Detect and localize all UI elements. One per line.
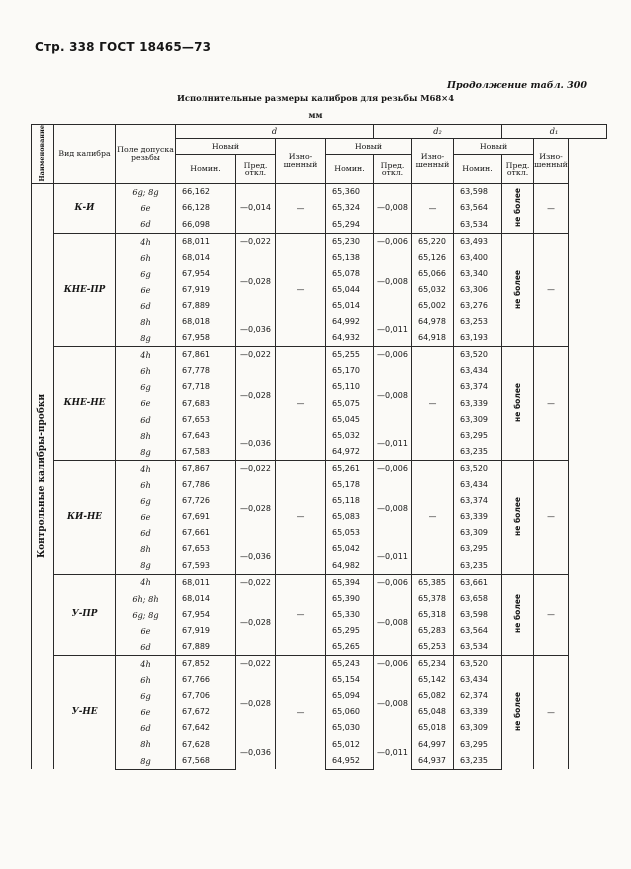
header-d-nomin: Номин. xyxy=(176,155,236,184)
table-row xyxy=(32,184,607,201)
d-nominal: 67,726 xyxy=(176,493,236,509)
gauge-type: У-ПР xyxy=(54,574,116,655)
d1-nominal: 63,661 xyxy=(454,574,502,591)
d-nominal: 66,128 xyxy=(176,200,236,216)
tolerance-field: 6g xyxy=(116,266,176,282)
header-d2-izn: Изно- шенный xyxy=(412,139,454,184)
d2-nominal: 65,014 xyxy=(326,298,374,314)
d-deviation: —0,028 xyxy=(236,591,276,656)
tolerance-field: 6g; 8g xyxy=(116,607,176,623)
d1-nominal: 63,400 xyxy=(454,250,502,266)
d2-worn-value: 65,220 xyxy=(412,233,454,250)
d2-deviation: —0,006 xyxy=(374,233,412,250)
tolerance-field: 8g xyxy=(116,557,176,574)
d1-deviation: не более xyxy=(502,656,534,770)
d1-nominal: 63,598 xyxy=(454,184,502,201)
d1-nominal: 63,658 xyxy=(454,591,502,607)
d2-nominal: 64,972 xyxy=(326,444,374,461)
d2-worn-value: 64,937 xyxy=(412,753,454,770)
d-deviation: —0,014 xyxy=(236,184,276,233)
header-d2-nomin: Номин. xyxy=(326,155,374,184)
unit-label: мм xyxy=(308,110,323,120)
gauge-type: У-НЕ xyxy=(54,656,116,770)
d-deviation: —0,022 xyxy=(236,233,276,250)
d2-nominal: 65,078 xyxy=(326,266,374,282)
d2-deviation: —0,006 xyxy=(374,460,412,477)
header-d2-noviy: Новый xyxy=(326,139,412,155)
d-nominal: 68,011 xyxy=(176,574,236,591)
d2-worn-value: 65,283 xyxy=(412,623,454,639)
gauge-type: КНЕ-ПР xyxy=(54,233,116,347)
d1-worn: — xyxy=(534,574,569,655)
tolerance-field: 4h xyxy=(116,460,176,477)
d1-nominal: 63,193 xyxy=(454,330,502,347)
gauge-type: К-И xyxy=(54,184,116,233)
tolerance-field: 8h xyxy=(116,541,176,557)
d-nominal: 66,162 xyxy=(176,184,236,201)
d2-worn: — xyxy=(412,460,454,574)
d2-worn-value: 64,918 xyxy=(412,330,454,347)
d-nominal: 67,643 xyxy=(176,428,236,444)
d-nominal: 67,653 xyxy=(176,412,236,428)
tolerance-field: 6h xyxy=(116,250,176,266)
tolerance-field: 8g xyxy=(116,330,176,347)
d-deviation: —0,022 xyxy=(236,460,276,477)
d2-deviation: —0,008 xyxy=(374,477,412,541)
d1-nominal: 63,295 xyxy=(454,541,502,557)
continuation-note: Продолжение табл. 300 xyxy=(447,80,587,91)
d2-worn: — xyxy=(412,184,454,233)
d-nominal: 68,011 xyxy=(176,233,236,250)
d2-nominal: 64,932 xyxy=(326,330,374,347)
d-nominal: 68,018 xyxy=(176,314,236,330)
d2-nominal: 65,230 xyxy=(326,233,374,250)
d2-nominal: 65,045 xyxy=(326,412,374,428)
d-nominal: 67,653 xyxy=(176,541,236,557)
d1-nominal: 63,520 xyxy=(454,656,502,673)
d1-nominal: 63,306 xyxy=(454,282,502,298)
d1-nominal: 63,309 xyxy=(454,412,502,428)
table-row xyxy=(32,347,607,364)
d1-nominal: 63,493 xyxy=(454,233,502,250)
d2-nominal: 65,294 xyxy=(326,216,374,233)
d2-nominal: 65,265 xyxy=(326,639,374,656)
d2-nominal: 65,324 xyxy=(326,200,374,216)
gauge-type: КНЕ-НЕ xyxy=(54,347,116,461)
d2-nominal: 65,053 xyxy=(326,525,374,541)
d2-worn: — xyxy=(412,347,454,461)
d-nominal: 68,014 xyxy=(176,591,236,607)
tolerance-field: 6e xyxy=(116,282,176,298)
header-d1: d₁ xyxy=(502,125,607,139)
d1-nominal: 63,235 xyxy=(454,753,502,770)
d-deviation: —0,022 xyxy=(236,656,276,673)
d-nominal: 67,919 xyxy=(176,282,236,298)
tolerance-field: 6g xyxy=(116,493,176,509)
d1-nominal: 62,374 xyxy=(454,688,502,704)
tolerance-field: 6d xyxy=(116,525,176,541)
tolerance-field: 6h; 8h xyxy=(116,591,176,607)
d-nominal: 67,889 xyxy=(176,298,236,314)
tolerance-field: 4h xyxy=(116,574,176,591)
d2-nominal: 65,330 xyxy=(326,607,374,623)
tolerance-field: 8h xyxy=(116,428,176,444)
d-worn: — xyxy=(276,347,326,461)
d1-nominal: 63,564 xyxy=(454,200,502,216)
d2-worn-value: 65,253 xyxy=(412,639,454,656)
d-nominal: 67,786 xyxy=(176,477,236,493)
tolerance-field: 6e xyxy=(116,509,176,525)
d-worn: — xyxy=(276,184,326,233)
header-naimenovanie: Наименование xyxy=(32,125,54,184)
table-caption: Исполнительные размеры калибров для резьбы М68×4 xyxy=(176,93,455,103)
d1-nominal: 63,520 xyxy=(454,347,502,364)
d-deviation: —0,036 xyxy=(236,428,276,461)
d-nominal: 68,014 xyxy=(176,250,236,266)
d1-nominal: 63,434 xyxy=(454,477,502,493)
d2-deviation: —0,006 xyxy=(374,656,412,673)
d2-nominal: 65,255 xyxy=(326,347,374,364)
d2-nominal: 65,042 xyxy=(326,541,374,557)
d2-nominal: 65,110 xyxy=(326,379,374,395)
header-d1-pred: Пред. откл. xyxy=(502,155,534,184)
d1-deviation: не более xyxy=(502,574,534,655)
d2-deviation: —0,006 xyxy=(374,347,412,364)
d2-worn-value: 65,126 xyxy=(412,250,454,266)
d2-deviation: —0,008 xyxy=(374,591,412,656)
d-nominal: 67,958 xyxy=(176,330,236,347)
tolerance-field: 6g xyxy=(116,688,176,704)
tolerance-field: 6h xyxy=(116,672,176,688)
d2-worn-value: 65,066 xyxy=(412,266,454,282)
d2-deviation: —0,008 xyxy=(374,363,412,427)
tolerance-field: 6e xyxy=(116,396,176,412)
d2-worn-value: 65,018 xyxy=(412,720,454,736)
tolerance-field: 4h xyxy=(116,233,176,250)
d-worn: — xyxy=(276,574,326,655)
tolerance-field: 4h xyxy=(116,347,176,364)
tolerance-field: 8h xyxy=(116,736,176,752)
d2-nominal: 65,394 xyxy=(326,574,374,591)
d-nominal: 67,766 xyxy=(176,672,236,688)
d2-nominal: 65,094 xyxy=(326,688,374,704)
d-nominal: 67,583 xyxy=(176,444,236,461)
d2-deviation: —0,006 xyxy=(374,574,412,591)
header-d2: d₂ xyxy=(374,125,502,139)
d-nominal: 67,867 xyxy=(176,460,236,477)
d2-worn-value: 64,978 xyxy=(412,314,454,330)
d1-worn: — xyxy=(534,460,569,574)
table-row xyxy=(32,233,607,250)
d1-nominal: 63,339 xyxy=(454,396,502,412)
tolerance-field: 6h xyxy=(116,477,176,493)
d1-nominal: 63,340 xyxy=(454,266,502,282)
d-nominal: 67,706 xyxy=(176,688,236,704)
d2-worn-value: 65,318 xyxy=(412,607,454,623)
d1-nominal: 63,520 xyxy=(454,460,502,477)
d2-deviation: —0,008 xyxy=(374,250,412,314)
d-worn: — xyxy=(276,460,326,574)
header-d-noviy: Новый xyxy=(176,139,276,155)
d2-nominal: 65,032 xyxy=(326,428,374,444)
d-nominal: 66,098 xyxy=(176,216,236,233)
d-worn: — xyxy=(276,233,326,347)
d-nominal: 67,852 xyxy=(176,656,236,673)
d2-nominal: 65,138 xyxy=(326,250,374,266)
tolerance-field: 6h xyxy=(116,363,176,379)
tolerance-field: 6e xyxy=(116,200,176,216)
header-d1-noviy: Новый xyxy=(454,139,534,155)
d1-nominal: 63,534 xyxy=(454,216,502,233)
d2-nominal: 65,118 xyxy=(326,493,374,509)
d2-nominal: 65,075 xyxy=(326,396,374,412)
header-vid-kalibra: Вид калибра xyxy=(54,125,116,184)
tolerance-field: 4h xyxy=(116,656,176,673)
d-nominal: 67,628 xyxy=(176,736,236,752)
d-nominal: 67,672 xyxy=(176,704,236,720)
gauge-type: КИ-НЕ xyxy=(54,460,116,574)
d2-nominal: 64,952 xyxy=(326,753,374,770)
tolerance-field: 6d xyxy=(116,639,176,656)
d2-nominal: 65,170 xyxy=(326,363,374,379)
d2-deviation: —0,011 xyxy=(374,428,412,461)
d2-worn-value: 65,385 xyxy=(412,574,454,591)
d2-worn-value: 65,082 xyxy=(412,688,454,704)
side-label: Контрольные калибры-пробки xyxy=(32,184,54,769)
d2-nominal: 65,295 xyxy=(326,623,374,639)
d1-worn: — xyxy=(534,656,569,770)
page-header: Стр. 338 ГОСТ 18465—73 xyxy=(35,40,212,54)
d2-nominal: 64,982 xyxy=(326,557,374,574)
d-nominal: 67,642 xyxy=(176,720,236,736)
d1-nominal: 63,309 xyxy=(454,525,502,541)
d2-deviation: —0,011 xyxy=(374,736,412,769)
tolerance-field: 6e xyxy=(116,623,176,639)
d-nominal: 67,661 xyxy=(176,525,236,541)
d2-nominal: 65,390 xyxy=(326,591,374,607)
d1-nominal: 63,295 xyxy=(454,428,502,444)
header-d-izn: Изно- шенный xyxy=(276,139,326,184)
d1-worn: — xyxy=(534,347,569,461)
d1-nominal: 63,339 xyxy=(454,704,502,720)
d-deviation: —0,022 xyxy=(236,347,276,364)
d-nominal: 67,861 xyxy=(176,347,236,364)
d-deviation: —0,028 xyxy=(236,250,276,314)
d1-nominal: 63,276 xyxy=(454,298,502,314)
d1-nominal: 63,434 xyxy=(454,363,502,379)
d1-deviation: не более xyxy=(502,460,534,574)
d2-nominal: 65,083 xyxy=(326,509,374,525)
d2-nominal: 65,044 xyxy=(326,282,374,298)
d1-nominal: 63,598 xyxy=(454,607,502,623)
d1-nominal: 63,534 xyxy=(454,639,502,656)
d1-deviation: не более xyxy=(502,184,534,233)
d2-nominal: 65,154 xyxy=(326,672,374,688)
d1-nominal: 63,374 xyxy=(454,379,502,395)
d-nominal: 67,593 xyxy=(176,557,236,574)
d-nominal: 67,778 xyxy=(176,363,236,379)
d-nominal: 67,954 xyxy=(176,266,236,282)
d2-nominal: 65,243 xyxy=(326,656,374,673)
d2-nominal: 65,261 xyxy=(326,460,374,477)
d2-worn-value: 65,048 xyxy=(412,704,454,720)
tolerance-field: 6d xyxy=(116,216,176,233)
table-row xyxy=(32,656,607,673)
d2-deviation: —0,008 xyxy=(374,184,412,233)
table-row xyxy=(32,574,607,591)
d2-deviation: —0,011 xyxy=(374,541,412,574)
d-nominal: 67,691 xyxy=(176,509,236,525)
d2-worn-value: 65,142 xyxy=(412,672,454,688)
d-nominal: 67,568 xyxy=(176,753,236,770)
header-d2-pred: Пред. откл. xyxy=(374,155,412,184)
table-row xyxy=(32,460,607,477)
tolerance-field: 8h xyxy=(116,314,176,330)
d-nominal: 67,718 xyxy=(176,379,236,395)
header-d: d xyxy=(176,125,374,139)
d2-worn-value: 65,378 xyxy=(412,591,454,607)
d2-nominal: 65,030 xyxy=(326,720,374,736)
d-deviation: —0,036 xyxy=(236,541,276,574)
d1-nominal: 63,434 xyxy=(454,672,502,688)
header-d-pred: Пред. откл. xyxy=(236,155,276,184)
d1-nominal: 63,235 xyxy=(454,557,502,574)
tolerance-field: 6g xyxy=(116,379,176,395)
d-nominal: 67,683 xyxy=(176,396,236,412)
d2-nominal: 65,060 xyxy=(326,704,374,720)
tolerance-field: 8g xyxy=(116,444,176,461)
d1-nominal: 63,235 xyxy=(454,444,502,461)
header-d1-izn: Изно- шенный xyxy=(534,139,569,184)
d-deviation: —0,028 xyxy=(236,363,276,427)
d1-nominal: 63,309 xyxy=(454,720,502,736)
d1-nominal: 63,295 xyxy=(454,736,502,752)
d2-nominal: 65,178 xyxy=(326,477,374,493)
d2-nominal: 64,992 xyxy=(326,314,374,330)
tolerance-field: 6d xyxy=(116,298,176,314)
header-d1-nomin: Номин. xyxy=(454,155,502,184)
d1-deviation: не более xyxy=(502,347,534,461)
tolerance-field: 6g; 8g xyxy=(116,184,176,201)
d2-worn-value: 65,234 xyxy=(412,656,454,673)
gauge-dimensions-table xyxy=(31,124,607,770)
d2-worn-value: 65,002 xyxy=(412,298,454,314)
d1-deviation: не более xyxy=(502,233,534,347)
d1-nominal: 63,564 xyxy=(454,623,502,639)
tolerance-field: 6d xyxy=(116,720,176,736)
d-nominal: 67,954 xyxy=(176,607,236,623)
d1-worn: — xyxy=(534,184,569,233)
tolerance-field: 6e xyxy=(116,704,176,720)
d2-nominal: 65,360 xyxy=(326,184,374,201)
d-worn: — xyxy=(276,656,326,770)
d1-nominal: 63,374 xyxy=(454,493,502,509)
d-deviation: —0,036 xyxy=(236,736,276,769)
d2-deviation: —0,008 xyxy=(374,672,412,736)
d-deviation: —0,022 xyxy=(236,574,276,591)
header-pole-dopuska: Поле допуска резьбы xyxy=(116,125,176,184)
d-deviation: —0,028 xyxy=(236,477,276,541)
d-deviation: —0,028 xyxy=(236,672,276,736)
d-nominal: 67,889 xyxy=(176,639,236,656)
d1-worn: — xyxy=(534,233,569,347)
d2-nominal: 65,012 xyxy=(326,736,374,752)
d1-nominal: 63,339 xyxy=(454,509,502,525)
d2-worn-value: 65,032 xyxy=(412,282,454,298)
d-deviation: —0,036 xyxy=(236,314,276,347)
tolerance-field: 8g xyxy=(116,753,176,770)
d2-worn-value: 64,997 xyxy=(412,736,454,752)
d1-nominal: 63,253 xyxy=(454,314,502,330)
d2-deviation: —0,011 xyxy=(374,314,412,347)
d-nominal: 67,919 xyxy=(176,623,236,639)
tolerance-field: 6d xyxy=(116,412,176,428)
